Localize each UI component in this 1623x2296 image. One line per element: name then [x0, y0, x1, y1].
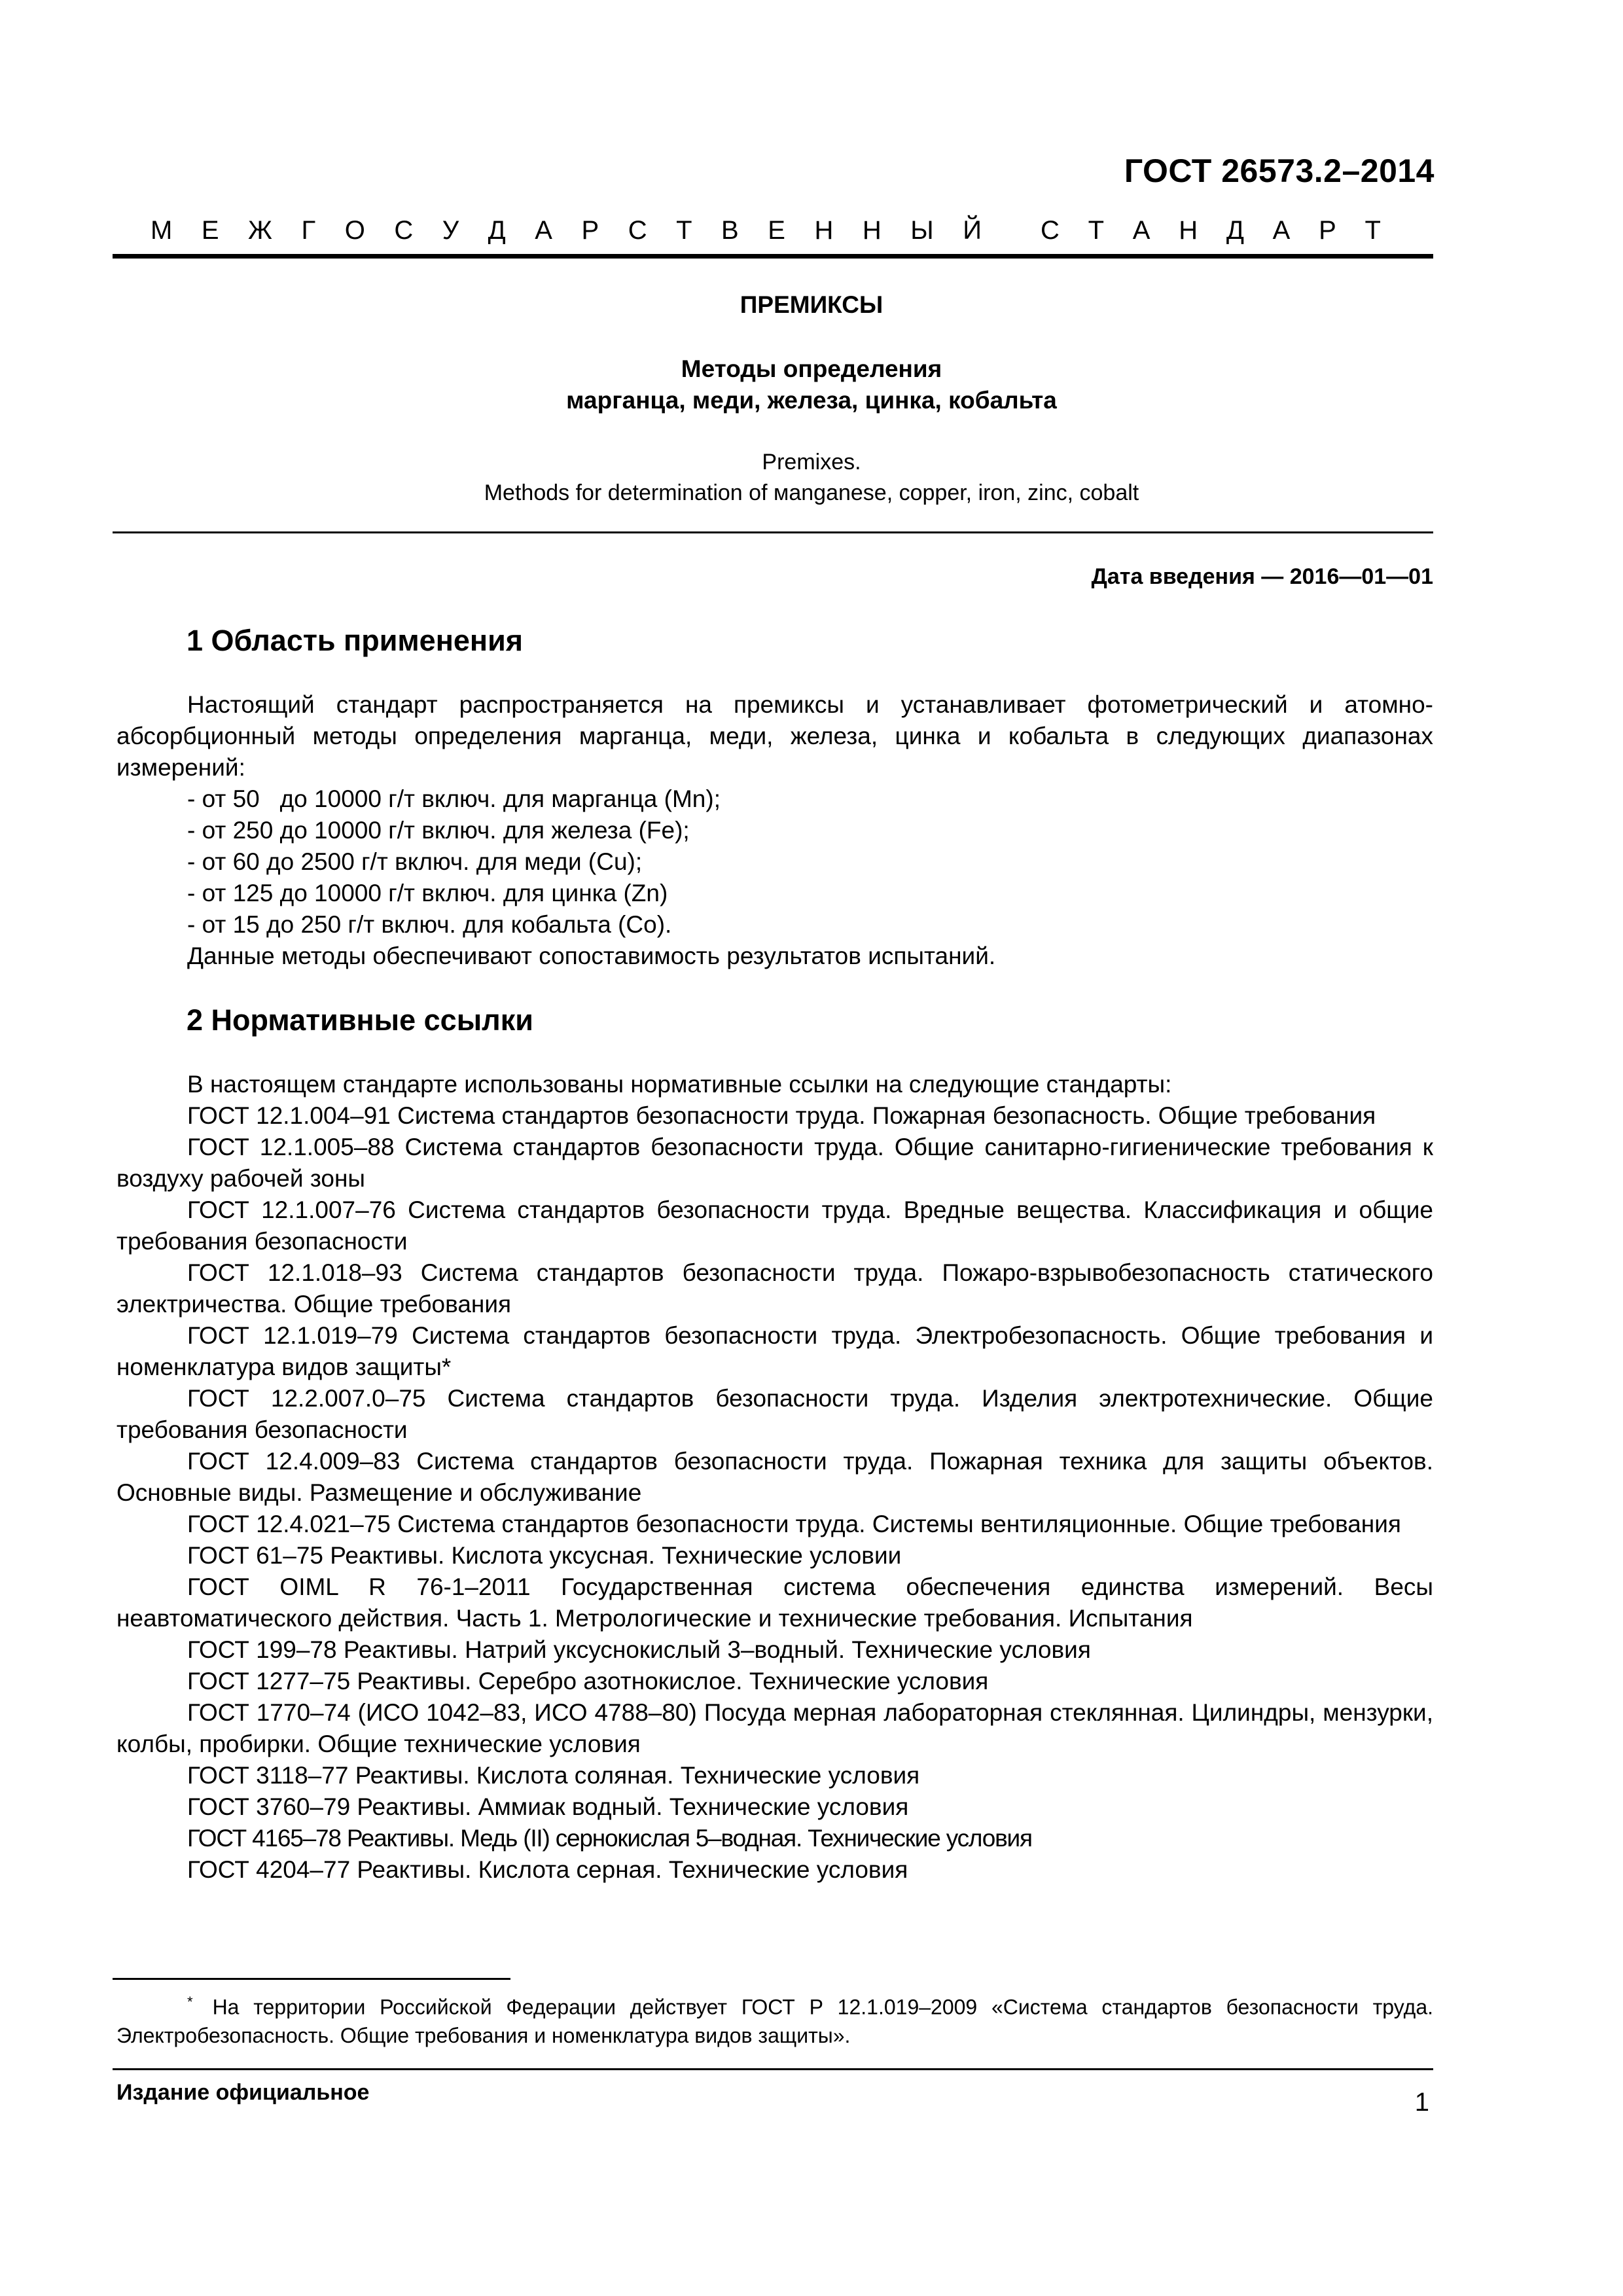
list-item: - от 15 до 250 г/т включ. для кобальта (Co). [187, 911, 672, 938]
scope-closing: Данные методы обеспечивают сопоставимость результатов испытаний. [187, 942, 996, 969]
header-divider [113, 254, 1433, 259]
document-subtitle: Методы определения марганца, меди, железа, цинка, кобальта [566, 355, 1057, 414]
footnote-mark: * [187, 1994, 193, 2010]
reference-item: ГОСТ 12.4.009–83 Система стандартов безопасности труда. Пожарная техника для защиты объектов. Основные виды. Размещение и обслуживание [116, 1448, 1433, 1506]
edition-label: Издание официальное [116, 2080, 370, 2105]
reference-item: ГОСТ OIML R 76-1–2011 Государственная система обеспечения единства измерений. Весы неавтоматического действия. Часть 1. Метрологические и технические требования. Испытания [116, 1573, 1433, 1632]
footnote [116, 1988, 1433, 2050]
footer-divider [113, 2068, 1433, 2070]
interstate-standard-banner [151, 216, 1381, 245]
list-item: - от 50 до 10000 г/т включ. для марганца (Mn); [187, 785, 721, 812]
reference-item: ГОСТ 12.1.005–88 Система стандартов безопасности труда. Общие санитарно-гигиенические требования к воздуху рабочей зоны [116, 1134, 1433, 1192]
reference-item: ГОСТ 3760–79 Реактивы. Аммиак водный. Технические условия [187, 1793, 909, 1820]
banner-word-interstate: М Е Ж Г О С У Д А Р С Т В Е Н Н Ы Й [151, 216, 982, 245]
reference-item: ГОСТ 12.2.007.0–75 Система стандартов безопасности труда. Изделия электротехнические. Общие требования безопасности [116, 1385, 1433, 1443]
document-title: ПРЕМИКСЫ [740, 291, 883, 318]
reference-item: ГОСТ 12.1.004–91 Система стандартов безопасности труда. Пожарная безопасность. Общие требования [187, 1102, 1376, 1129]
reference-item: ГОСТ 12.1.007–76 Система стандартов безопасности труда. Вредные вещества. Классификация и общие требования безопасности [116, 1196, 1433, 1255]
introduction-date: Дата введения — 2016—01—01 [1091, 564, 1433, 589]
reference-item: ГОСТ 1277–75 Реактивы. Серебро азотнокислое. Технические условия [187, 1668, 989, 1695]
page-number: 1 [1414, 2088, 1429, 2117]
reference-item: ГОСТ 199–78 Реактивы. Натрий уксуснокислый 3–водный. Технические условия [187, 1636, 1091, 1663]
reference-item: ГОСТ 12.1.019–79 Система стандартов безопасности труда. Электробезопасность. Общие требования и номенклатура видов защиты* [116, 1322, 1433, 1380]
section-heading-scope: 1 Область применения [187, 624, 524, 657]
reference-item: ГОСТ 3118–77 Реактивы. Кислота соляная. Технические условия [187, 1762, 920, 1789]
list-item: - от 125 до 10000 г/т включ. для цинка (Zn) [187, 880, 668, 906]
reference-item: ГОСТ 4204–77 Реактивы. Кислота серная. Технические условия [187, 1856, 908, 1883]
scope-paragraph: Настоящий стандарт распространяется на премиксы и устанавливает фотометрический и атомно-абсорбционный методы определения марганца, меди, железа, цинка и кобальта в следующих диапазонах измерений: [116, 691, 1433, 781]
footnote-divider [113, 1978, 510, 1980]
reference-item: ГОСТ 12.4.021–75 Система стандартов безопасности труда. Системы вентиляционные. Общие требования [187, 1511, 1401, 1537]
reference-item: ГОСТ 61–75 Реактивы. Кислота уксусная. Технические условии [187, 1542, 902, 1569]
footnote-text: На территории Российской Федерации действует ГОСТ Р 12.1.019–2009 «Система стандартов безопасности труда. Электробезопасность. Общие требования и номенклатура видов защиты». [116, 1995, 1433, 2047]
list-item: - от 60 до 2500 г/т включ. для меди (Cu); [187, 848, 643, 875]
list-item: - от 250 до 10000 г/т включ. для железа (Fe); [187, 817, 690, 844]
document-number: ГОСТ 26573.2–2014 [1124, 152, 1435, 189]
references-intro: В настоящем стандарте использованы нормативные ссылки на следующие стандарты: [187, 1071, 1172, 1098]
reference-item: ГОСТ 4165–78 Реактивы. Медь (II) сернокислая 5–водная. Технические условия [187, 1825, 1032, 1852]
section-heading-references: 2 Нормативные ссылки [187, 1003, 533, 1037]
title-divider [113, 531, 1433, 533]
reference-item: ГОСТ 12.1.018–93 Система стандартов безопасности труда. Пожаро-взрывобезопасность статического электричества. Общие требования [116, 1259, 1433, 1318]
section-scope-body [116, 689, 1433, 972]
english-title: Premixes. Methods for determination of мanganese, copper, iron, zinc, cobalt [484, 450, 1139, 505]
banner-word-standard: С Т А Н Д А Р Т [1041, 216, 1381, 245]
section-references-body [116, 1069, 1433, 1886]
reference-item: ГОСТ 1770–74 (ИСО 1042–83, ИСО 4788–80) Посуда мерная лабораторная стеклянная. Цилиндры, мензурки, колбы, пробирки. Общие технические условия [116, 1699, 1433, 1757]
